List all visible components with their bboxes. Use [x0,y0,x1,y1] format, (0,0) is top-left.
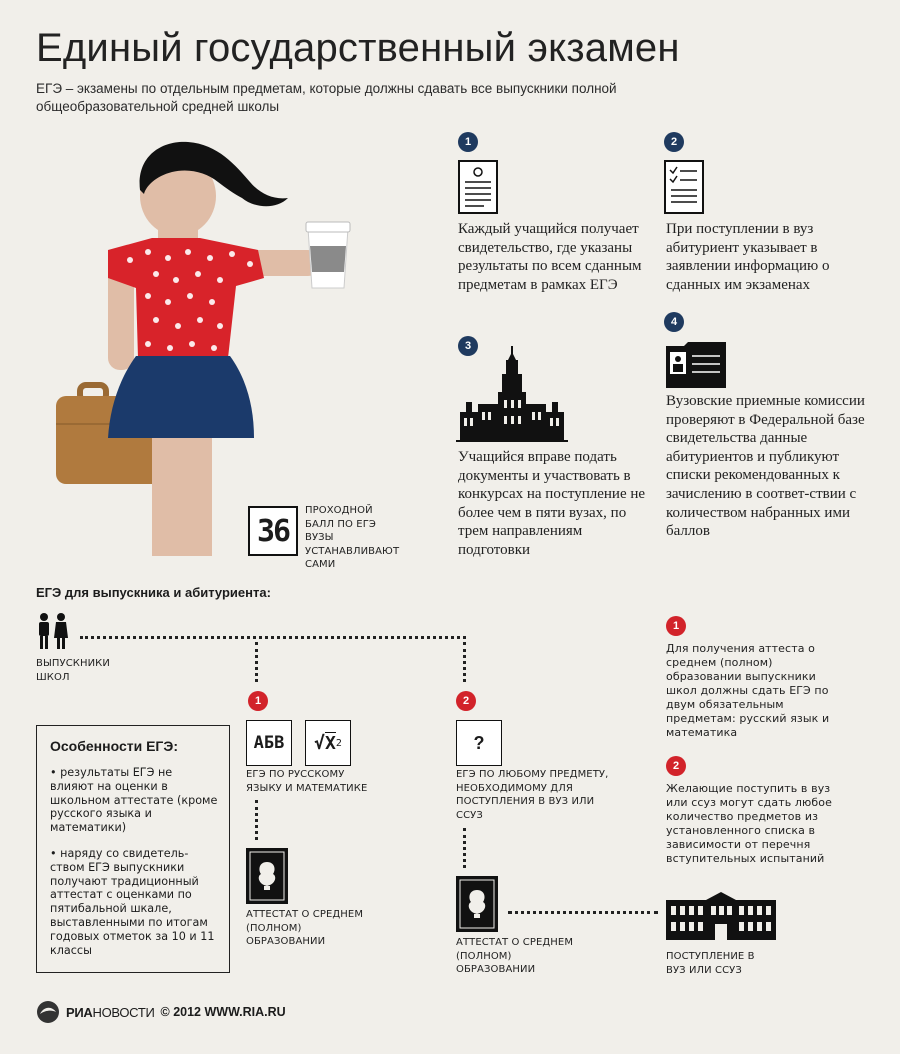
features-title: Особенности ЕГЭ: [50,738,178,754]
step-2-badge: 2 [664,132,684,152]
connector-branch-1 [255,642,258,682]
page-title: Единый государственный экзамен [36,26,680,70]
sqrt-power: 2 [335,737,342,749]
any-subject-icon: ? [456,720,502,766]
connector-branch-2 [463,642,466,682]
note-2-text: Желающие поступить в вуз или ссуз могут сдать любое количество предметов из установленного списка в зависимости от перечня вступительных испытаний [666,782,832,865]
russian-language-icon: АБВ [246,720,292,766]
branch-1-badge: 1 [248,691,268,711]
exam-any-subject-label: ЕГЭ ПО ЛЮБОМУ ПРЕДМЕТУ, НЕОБХОДИМОМУ ДЛЯ ПОСТУПЛЕНИЯ В ВУЗ ИЛИ ССУЗ [456,769,609,821]
attestat-1-label: АТТЕСТАТ О СРЕДНЕМ (ПОЛНОМ) ОБРАЗОВАНИИ [246,909,364,948]
step-1-badge: 1 [458,132,478,152]
college-building-icon [666,892,776,940]
step-4-badge: 4 [664,312,684,332]
footer-brand-bold: РИА [66,1004,93,1020]
application-form-icon [664,160,704,214]
footer-brand-rest: НОВОСТИ [92,1004,155,1020]
math-sqrt-icon: √ X 2 [305,720,351,766]
attestat-2-label: АТТЕСТАТ О СРЕДНЕМ (ПОЛНОМ) ОБРАЗОВАНИИ [456,937,574,976]
step-4-text: Вузовские приемные комиссии проверяют в Федеральной базе свидетельства данные абитуриентов и публикуют списки рекомендованных к зачислению в соответ-ствии с количеством набранных ими баллов [666,393,865,540]
connector-attestat-2 [463,828,466,868]
feature-item: • результаты ЕГЭ не влияют на оценки в школьном аттестате (кроме русского языка и математики) [50,766,218,835]
passing-score-value: 36 [248,506,298,556]
connector-admission [508,911,658,914]
university-building-icon [456,346,568,442]
ria-logo-icon [36,1000,60,1024]
note-1-text: Для получения аттеста о среднем (полном) образовании выпускники школ должны сдать ЕГЭ по двум обязательным предметам: русский язык и математика [666,642,830,739]
page-subtitle: ЕГЭ – экзамены по отдельным предметам, которые должны сдавать все выпускники полной общеобразовательной средней школы [36,81,617,114]
exam-russian-math-label: ЕГЭ ПО РУССКОМУ ЯЗЫКУ И МАТЕМАТИКЕ [246,769,368,794]
footer [36,1000,286,1024]
student-illustration [50,138,360,558]
flow-heading: ЕГЭ для выпускника и абитуриента: [36,585,271,600]
footer-copyright[interactable]: © 2012 WWW.RIA.RU [160,1005,286,1019]
branch-2-badge: 2 [456,691,476,711]
features-box [36,725,230,973]
step-3-text: Учащийся вправе подать документы и участвовать в конкурсах на поступление не более чем в пяти вузах, по трем направлениям подготовки [458,449,646,558]
feature-item: • наряду со свидетель-ством ЕГЭ выпускники получают традиционный аттестат с оценками по пятибальной шкале, выставленными по итогам годовых отметок за 10 и 11 классы [50,846,215,957]
note-1-badge: 1 [666,616,686,636]
database-card-icon [664,342,728,388]
admission-label: ПОСТУПЛЕНИЕ В ВУЗ ИЛИ ССУЗ [666,951,755,976]
passing-score-caption: ПРОХОДНОЙ БАЛЛ ПО ЕГЭ ВУЗЫ УСТАНАВЛИВАЮТ САМИ [305,505,400,571]
attestat-icon [246,848,288,904]
certificate-icon [458,160,498,214]
sqrt-x: X [324,733,336,754]
connector-main [80,636,466,639]
step-1-text: Каждый учащийся получает свидетельство, где указаны результаты по всем сданным предметам в рамках ЕГЭ [458,221,642,293]
coffee-cup-icon [306,222,350,288]
connector-attestat-1 [255,800,258,840]
graduates-label: ВЫПУСКНИКИ ШКОЛ [36,658,110,683]
note-2-badge: 2 [666,756,686,776]
attestat-icon [456,876,498,932]
step-3-badge: 3 [458,336,478,356]
step-2-text: При поступлении в вуз абитуриент указывает в заявлении информацию о сданных им экзаменах [666,221,830,293]
graduates-icon [36,612,70,650]
